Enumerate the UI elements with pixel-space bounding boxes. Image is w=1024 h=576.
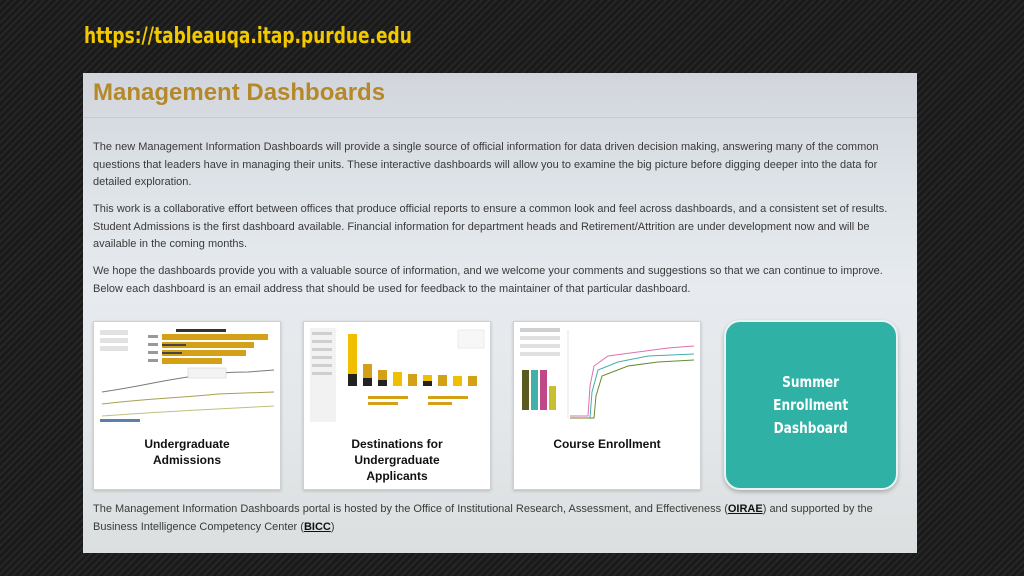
oirae-link[interactable]: OIRAE — [727, 503, 763, 515]
card-label: Undergraduate Admissions — [144, 437, 230, 467]
dashboards-page — [83, 73, 917, 553]
card-label: Destinations for Undergraduate Applicants — [351, 437, 443, 483]
summer-enrollment-dashboard-tile[interactable] — [724, 320, 898, 490]
course-enrollment-thumbnail — [518, 326, 696, 424]
card-label: Course Enrollment — [553, 437, 661, 451]
bicc-link[interactable]: BICC — [303, 520, 331, 533]
undergraduate-admissions-card[interactable] — [93, 321, 281, 490]
footer-text — [93, 501, 913, 536]
url-banner: https://tableauqa.itap.purdue.edu — [84, 24, 412, 49]
destinations-thumbnail — [308, 326, 486, 424]
intro-paragraph: The new Management Information Dashboards will provide a single source of official information for data driven decision making, answering many of the common questions that leaders have in managing their units. These interactive dashboards will allow you to examine the big picture before digging deeper into the data for detailed exploration. — [93, 141, 879, 188]
footer-text-part-2: ) and supported by the Business Intelligence Competency Center ( — [93, 503, 873, 533]
summer-tile-label: Summer Enrollment Dashboard — [773, 372, 849, 437]
admissions-thumbnail — [98, 326, 276, 424]
destinations-card[interactable] — [303, 321, 491, 490]
collaboration-paragraph: This work is a collaborative effort between offices that produce official reports to ensure a common look and feel across dashboards, and a consistent set of results. Student Admissions is the first dashboard available. Financial information for department heads and Retirement/Attrition are under development now and will be available in the coming months. — [93, 203, 888, 250]
footer-text-part-3: ) — [330, 520, 335, 533]
page-title: Management Dashboards — [93, 79, 386, 106]
footer-text-part-1: The Management Information Dashboards portal is hosted by the Office of Institutional Research, Assessment, and Effectiveness ( — [93, 503, 728, 515]
course-enrollment-card[interactable] — [513, 321, 701, 490]
title-divider — [83, 117, 917, 118]
feedback-paragraph: We hope the dashboards provide you with a valuable source of information, and we welcome your comments and suggestions so that we can continue to improve. Below each dashboard is an email address that should be used for feedback to the maintainer of that particular dashboard. — [93, 265, 883, 295]
